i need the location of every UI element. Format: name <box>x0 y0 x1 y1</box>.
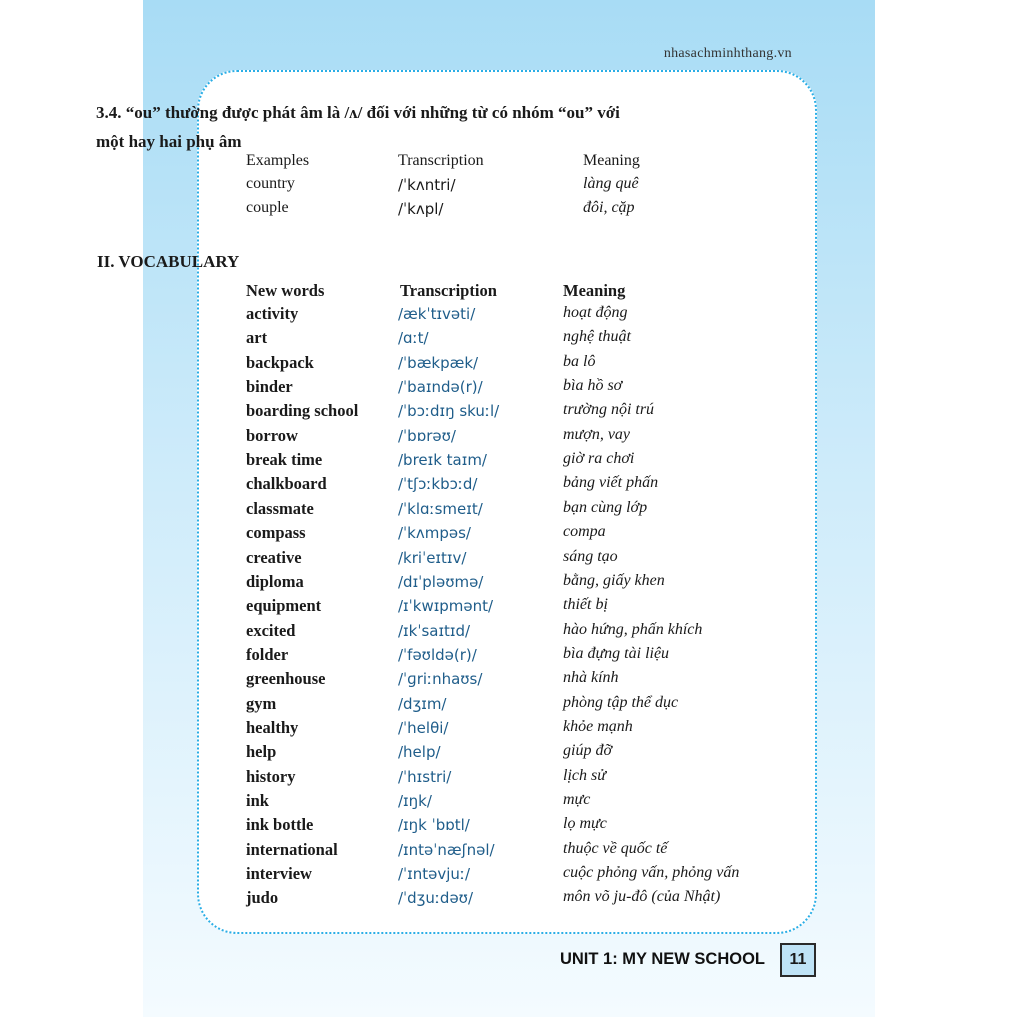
vocab-transcription: /ˈdʒuːdəʊ/ <box>398 889 473 908</box>
example-meaning: làng quê <box>583 175 639 192</box>
vocab-meaning: bìa đựng tài liệu <box>563 644 670 662</box>
vocab-word: healthy <box>246 717 299 737</box>
section-title: II. VOCABULARY <box>97 252 240 271</box>
example-transcription: /ˈkʌntri/ <box>398 176 456 194</box>
vocab-word: borrow <box>246 425 298 445</box>
vocab-meaning: mực <box>563 791 591 808</box>
vocab-transcription: /ˈbɒrəʊ/ <box>398 426 456 445</box>
vocab-meaning: nhà kính <box>563 669 619 687</box>
vocab-word: art <box>246 328 268 348</box>
vocab-meaning: hào hứng, phấn khích <box>563 620 703 638</box>
vocab-transcription: /ˈɪntəvjuː/ <box>398 865 471 884</box>
example-meaning: đôi, cặp <box>583 199 635 216</box>
vocab-transcription: /ˈkʌmpəs/ <box>398 524 471 543</box>
vocab-word: chalkboard <box>246 474 327 494</box>
vocab-meaning: trường nội trú <box>563 401 655 419</box>
vocab-word: judo <box>246 888 279 908</box>
vocab-meaning: ba lô <box>563 352 596 370</box>
vocab-meaning: lịch sử <box>563 766 606 784</box>
vocab-word: help <box>246 742 277 762</box>
vocab-transcription: /dʒɪm/ <box>398 694 447 713</box>
vocab-transcription: /ˈbɔːdɪŋ skuːl/ <box>398 402 500 421</box>
vocab-transcription: /ɪntəˈnæʃnəl/ <box>398 840 495 859</box>
vocab-word: activity <box>246 304 299 323</box>
vocab-transcription: /ɪkˈsaɪtɪd/ <box>398 621 471 640</box>
vocab-meaning: bìa hồ sơ <box>563 377 623 395</box>
vocab-word: excited <box>246 620 296 640</box>
examples-header-meaning: Meaning <box>583 152 640 169</box>
vocab-transcription: /ˈhɪstri/ <box>398 767 452 786</box>
vocab-word: diploma <box>246 571 304 591</box>
vocab-transcription: /ɪˈkwɪpmənt/ <box>398 597 494 616</box>
vocab-word: greenhouse <box>246 669 326 689</box>
vocab-transcription: /ˈbækpæk/ <box>398 353 479 372</box>
example-word: couple <box>246 199 289 216</box>
vocab-transcription: /ˈhelθi/ <box>398 718 449 737</box>
vocab-word: history <box>246 766 296 786</box>
vocab-transcription: /ˈtʃɔːkbɔːd/ <box>398 475 478 494</box>
vocab-meaning: bạn cùng lớp <box>563 498 648 516</box>
vocab-word: international <box>246 839 338 859</box>
vocab-transcription: /ækˈtɪvəti/ <box>398 305 476 323</box>
vocab-header-meaning: Meaning <box>563 281 626 300</box>
vocab-meaning: phòng tập thể dục <box>563 693 679 711</box>
vocab-meaning: hoạt động <box>563 304 628 321</box>
vocab-transcription: /dɪˈpləʊmə/ <box>398 572 484 591</box>
vocab-transcription: /kriˈeɪtɪv/ <box>398 548 467 567</box>
vocab-meaning: khỏe mạnh <box>563 717 633 735</box>
vocab-transcription: /ˈfəʊldə(r)/ <box>398 645 477 664</box>
vocab-transcription: /breɪk taɪm/ <box>398 451 487 470</box>
vocab-meaning: thuộc về quốc tế <box>563 839 668 857</box>
unit-title: UNIT 1: MY NEW SCHOOL <box>559 950 765 968</box>
vocab-meaning: môn võ ju-đô (của Nhật) <box>563 888 721 906</box>
vocab-transcription: /ˈɡriːnhaʊs/ <box>398 670 483 689</box>
vocab-word: compass <box>246 523 306 543</box>
vocab-word: gym <box>246 693 277 713</box>
vocab-transcription: /ɪŋk/ <box>398 792 432 810</box>
vocab-word: ink bottle <box>246 815 314 835</box>
vocab-meaning: nghệ thuật <box>563 328 631 346</box>
vocab-word: break time <box>246 450 323 470</box>
vocab-transcription: /ɑːt/ <box>398 329 429 348</box>
vocab-word: binder <box>246 377 293 397</box>
vocab-meaning: bảng viết phấn <box>563 474 659 492</box>
vocab-meaning: giờ ra chơi <box>563 450 635 468</box>
vocab-word: folder <box>246 644 289 664</box>
vocab-header-word: New words <box>246 281 325 300</box>
vocab-meaning: compa <box>563 523 606 541</box>
vocab-word: ink <box>246 791 269 810</box>
pronunciation-rule: 3.4. “ou” thường được phát âm là /ʌ/ đối với những từ có nhóm “ou” với một hay hai phụ âm <box>96 103 620 151</box>
vocab-transcription: /ˈklɑːsmeɪt/ <box>398 499 483 518</box>
example-transcription: /ˈkʌpl/ <box>398 200 444 218</box>
vocab-word: boarding school <box>246 401 359 421</box>
vocab-word: backpack <box>246 352 314 372</box>
vocab-transcription: /help/ <box>398 743 441 762</box>
vocab-meaning: bằng, giấy khen <box>563 571 665 589</box>
vocab-transcription: /ˈbaɪndə(r)/ <box>398 378 483 397</box>
vocab-word: creative <box>246 547 302 567</box>
vocab-header-transcription: Transcription <box>400 281 497 300</box>
vocab-meaning: thiết bị <box>563 596 608 614</box>
vocab-meaning: cuộc phỏng vấn, phỏng vấn <box>563 864 740 882</box>
vocab-meaning: sáng tạo <box>563 547 618 565</box>
vocab-word: classmate <box>246 498 314 518</box>
example-word: country <box>246 175 295 192</box>
site-watermark: nhasachminhthang.vn <box>663 46 792 61</box>
examples-header-word: Examples <box>246 152 310 169</box>
examples-header-transcription: Transcription <box>398 152 484 169</box>
vocab-meaning: lọ mực <box>563 815 607 833</box>
vocab-meaning: giúp đỡ <box>563 742 612 760</box>
vocab-transcription: /ɪŋk ˈbɒtl/ <box>398 816 470 835</box>
page-number: 11 <box>780 943 816 977</box>
vocab-word: interview <box>246 864 312 884</box>
vocab-meaning: mượn, vay <box>563 425 631 443</box>
vocab-word: equipment <box>246 596 322 616</box>
